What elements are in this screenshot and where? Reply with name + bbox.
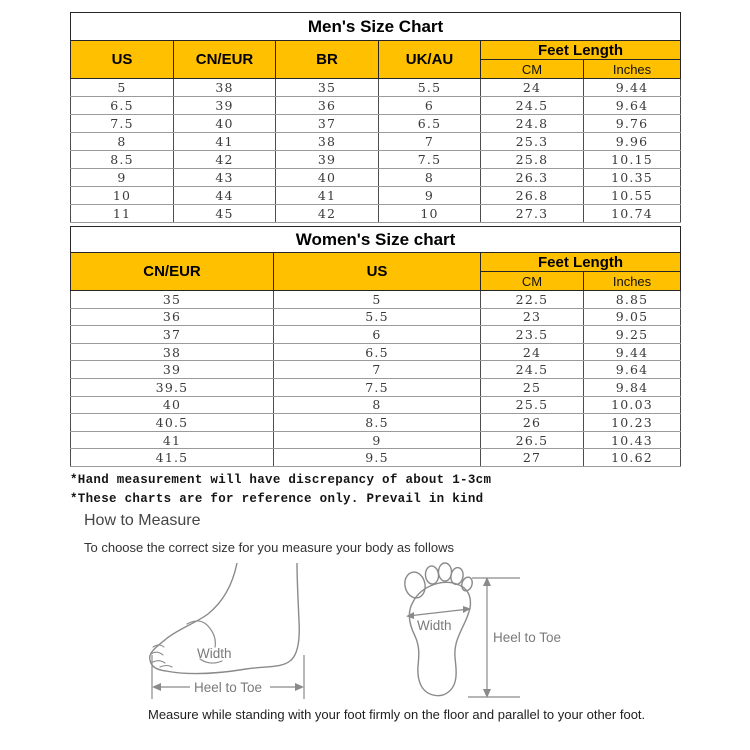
table-cell: 41	[174, 133, 276, 151]
table-cell: 39	[174, 97, 276, 115]
table-row	[71, 326, 681, 344]
table-cell: 6	[379, 97, 481, 115]
table-cell: 42	[276, 205, 379, 223]
table-row	[71, 431, 681, 449]
table-cell: 38	[276, 133, 379, 151]
table-cell: 25.5	[481, 396, 584, 414]
table-cell: 9.44	[584, 79, 681, 97]
col-header-feet-length: Feet Length	[481, 253, 681, 272]
table-cell: 39	[276, 151, 379, 169]
col-header-cn-eur: CN/EUR	[174, 41, 276, 79]
table-cell: 10	[71, 187, 174, 205]
mens-size-table	[70, 12, 681, 223]
table-cell: 24	[481, 343, 584, 361]
table-cell: 9.84	[584, 378, 681, 396]
table-cell: 9	[71, 169, 174, 187]
foot-sole-view-diagram	[393, 558, 578, 704]
table-cell: 22.5	[481, 291, 584, 309]
sole-width-label: Width	[417, 618, 452, 633]
table-cell: 6	[274, 326, 481, 344]
table-cell: 9.25	[584, 326, 681, 344]
table-cell: 9.05	[584, 308, 681, 326]
measure-caption: Measure while standing with your foot firmly on the floor and parallel to your other foot.	[148, 707, 646, 722]
table-cell: 36	[71, 308, 274, 326]
table-cell: 42	[174, 151, 276, 169]
note-line: *These charts are for reference only. Prevail in kind	[70, 492, 484, 506]
table-cell: 9.76	[584, 115, 681, 133]
foot-side-view-diagram	[140, 563, 320, 705]
table-cell: 10.35	[584, 169, 681, 187]
table-cell: 27.3	[481, 205, 584, 223]
womens-table-title: Women's Size chart	[71, 227, 681, 253]
table-row	[71, 396, 681, 414]
col-header-cm: CM	[481, 60, 584, 79]
table-cell: 25	[481, 378, 584, 396]
table-cell: 7	[274, 361, 481, 379]
col-header-inches: Inches	[584, 272, 681, 291]
table-cell: 40	[174, 115, 276, 133]
foot-sole-view-icon	[393, 558, 578, 704]
table-row	[71, 151, 681, 169]
col-header-us: US	[274, 253, 481, 291]
how-to-measure-subheading: To choose the correct size for you measure your body as follows	[84, 540, 454, 555]
table-row	[71, 343, 681, 361]
table-cell: 23	[481, 308, 584, 326]
table-cell: 5.5	[379, 79, 481, 97]
table-cell: 37	[71, 326, 274, 344]
table-cell: 7.5	[379, 151, 481, 169]
col-header-cm: CM	[481, 272, 584, 291]
table-cell: 26.5	[481, 431, 584, 449]
how-to-measure-heading: How to Measure	[84, 512, 201, 529]
table-cell: 5	[274, 291, 481, 309]
table-cell: 41.5	[71, 449, 274, 467]
table-cell: 10.62	[584, 449, 681, 467]
table-cell: 40	[71, 396, 274, 414]
table-cell: 10.23	[584, 414, 681, 432]
table-cell: 38	[174, 79, 276, 97]
table-cell: 7.5	[274, 378, 481, 396]
table-cell: 8	[379, 169, 481, 187]
table-cell: 10.55	[584, 187, 681, 205]
table-cell: 45	[174, 205, 276, 223]
table-cell: 10.74	[584, 205, 681, 223]
foot-side-view-icon	[140, 563, 320, 705]
table-row	[71, 414, 681, 432]
table-row	[71, 205, 681, 223]
mens-table-body	[71, 79, 681, 223]
table-cell: 10.15	[584, 151, 681, 169]
table-cell: 11	[71, 205, 174, 223]
table-row	[71, 378, 681, 396]
col-header-us: US	[71, 41, 174, 79]
table-cell: 7.5	[71, 115, 174, 133]
col-header-inches: Inches	[584, 60, 681, 79]
side-heel-to-toe-label: Heel to Toe	[194, 680, 263, 695]
table-cell: 9	[379, 187, 481, 205]
table-cell: 24	[481, 79, 584, 97]
table-row	[71, 97, 681, 115]
womens-size-table	[70, 226, 681, 467]
col-header-uk-au: UK/AU	[379, 41, 481, 79]
table-cell: 43	[174, 169, 276, 187]
table-cell: 35	[276, 79, 379, 97]
table-cell: 8.5	[274, 414, 481, 432]
table-row	[71, 449, 681, 467]
table-row	[71, 187, 681, 205]
table-row	[71, 79, 681, 97]
table-cell: 8	[71, 133, 174, 151]
table-row	[71, 291, 681, 309]
table-cell: 26.3	[481, 169, 584, 187]
table-cell: 40	[276, 169, 379, 187]
table-cell: 10.43	[584, 431, 681, 449]
table-cell: 37	[276, 115, 379, 133]
table-cell: 5	[71, 79, 174, 97]
col-header-br: BR	[276, 41, 379, 79]
table-cell: 7	[379, 133, 481, 151]
table-row	[71, 133, 681, 151]
side-width-label: Width	[197, 646, 232, 661]
table-cell: 8	[274, 396, 481, 414]
col-header-feet-length: Feet Length	[481, 41, 681, 60]
table-cell: 44	[174, 187, 276, 205]
table-cell: 25.8	[481, 151, 584, 169]
table-cell: 9.5	[274, 449, 481, 467]
table-cell: 8.5	[71, 151, 174, 169]
table-cell: 41	[71, 431, 274, 449]
table-cell: 23.5	[481, 326, 584, 344]
sole-heel-to-toe-label: Heel to Toe	[493, 630, 562, 645]
table-cell: 24.5	[481, 97, 584, 115]
table-cell: 6.5	[274, 343, 481, 361]
table-cell: 27	[481, 449, 584, 467]
table-cell: 5.5	[274, 308, 481, 326]
table-cell: 41	[276, 187, 379, 205]
table-cell: 9.44	[584, 343, 681, 361]
table-row	[71, 115, 681, 133]
table-cell: 9	[274, 431, 481, 449]
table-cell: 26.8	[481, 187, 584, 205]
table-cell: 8.85	[584, 291, 681, 309]
table-cell: 36	[276, 97, 379, 115]
table-cell: 9.64	[584, 97, 681, 115]
table-cell: 39	[71, 361, 274, 379]
table-cell: 10	[379, 205, 481, 223]
table-row	[71, 169, 681, 187]
table-cell: 9.96	[584, 133, 681, 151]
col-header-cn-eur: CN/EUR	[71, 253, 274, 291]
table-cell: 35	[71, 291, 274, 309]
table-cell: 9.64	[584, 361, 681, 379]
table-cell: 26	[481, 414, 584, 432]
table-cell: 24.8	[481, 115, 584, 133]
table-cell: 40.5	[71, 414, 274, 432]
table-cell: 38	[71, 343, 274, 361]
table-cell: 24.5	[481, 361, 584, 379]
table-cell: 6.5	[71, 97, 174, 115]
table-cell: 25.3	[481, 133, 584, 151]
womens-table-body	[71, 291, 681, 467]
table-cell: 39.5	[71, 378, 274, 396]
table-row	[71, 361, 681, 379]
table-cell: 10.03	[584, 396, 681, 414]
note-line: *Hand measurement will have discrepancy of about 1-3cm	[70, 473, 492, 487]
table-row	[71, 308, 681, 326]
mens-table-title: Men's Size Chart	[71, 13, 681, 41]
table-cell: 6.5	[379, 115, 481, 133]
disclaimer-notes	[70, 471, 491, 509]
